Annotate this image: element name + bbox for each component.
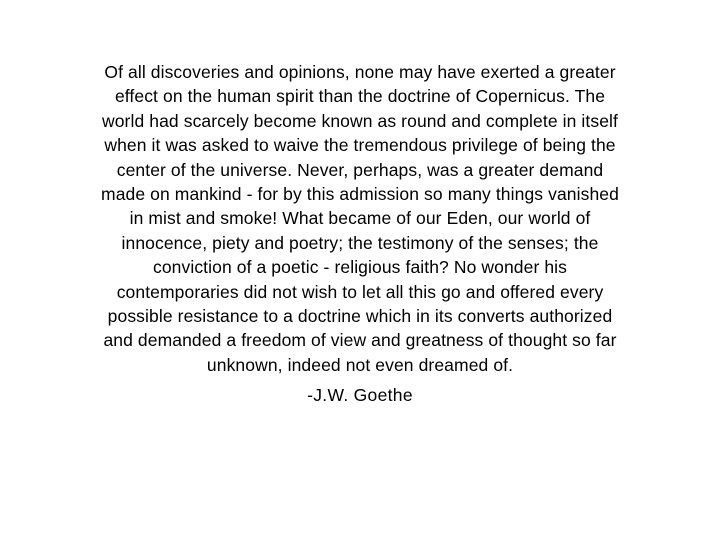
- quote-line: innocence, piety and poetry; the testimony of the senses; the: [121, 232, 599, 253]
- quote-line: when it was asked to waive the tremendous privilege of being the: [104, 135, 616, 156]
- quote-line: contemporaries did not wish to let all this go and offered every: [116, 281, 604, 302]
- quote-attribution: -J.W. Goethe: [307, 385, 413, 406]
- quote-line: in mist and smoke! What became of our Eden, our world of: [129, 208, 591, 229]
- quote-text: [40, 60, 680, 377]
- quote-line: unknown, indeed not even dreamed of.: [206, 354, 514, 375]
- quote-line: Of all discoveries and opinions, none may have exerted a greater: [104, 62, 616, 82]
- quote-line: possible resistance to a doctrine which in its converts authorized: [107, 306, 613, 327]
- quote-line: conviction of a poetic - religious faith? No wonder his: [152, 257, 568, 278]
- quote-block: [40, 60, 680, 407]
- quote-line: made on mankind - for by this admission so many things vanished: [101, 184, 619, 205]
- quote-line: world had scarcely become known as round and complete in itself: [101, 110, 618, 131]
- quote-line: and demanded a freedom of view and greatness of thought so far: [103, 330, 617, 351]
- quote-line: effect on the human spirit than the doctrine of Copernicus. The: [114, 86, 606, 107]
- quote-line: center of the universe. Never, perhaps, was a greater demand: [116, 159, 604, 180]
